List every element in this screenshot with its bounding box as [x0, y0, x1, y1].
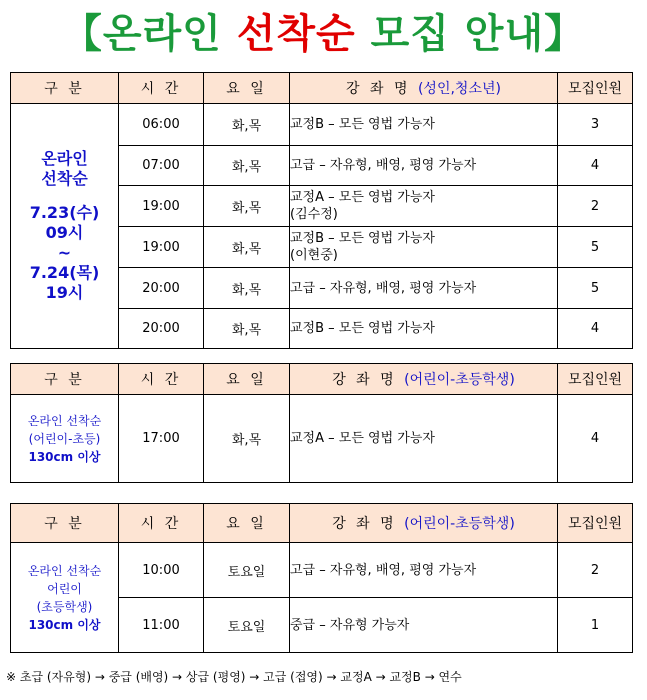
header-course-label: 강 좌 명 — [332, 516, 397, 532]
category-line: ~ — [57, 243, 72, 262]
category-spacer — [11, 189, 118, 203]
category-cell — [11, 104, 119, 349]
header-course — [290, 504, 558, 543]
time-cell: 20:00 — [119, 268, 204, 309]
header-category: 구 분 — [11, 504, 119, 543]
page-title — [0, 6, 647, 62]
category-line: 온라인 선착순 — [27, 413, 102, 428]
time-cell: 20:00 — [119, 309, 204, 349]
day-cell: 화,목 — [204, 104, 290, 146]
category-line: 온라인 — [41, 149, 88, 168]
table-row — [11, 104, 633, 146]
header-course-label: 강 좌 명 — [332, 372, 397, 388]
day-cell: 화,목 — [204, 268, 290, 309]
title-part-recruit: 모집 안내 — [355, 11, 545, 57]
header-day: 요 일 — [204, 364, 290, 395]
category-line: 19시 — [45, 283, 84, 302]
table-header-row — [11, 504, 633, 543]
level-progression-note: ※ 초급 (자유형) → 중급 (배영) → 상급 (평영) → 고급 (접영) → 교정A → 교정B → 연수 — [6, 670, 462, 684]
title-open-bracket: 【 — [61, 11, 103, 57]
category-line: 온라인 선착순 — [27, 563, 102, 578]
count-cell: 2 — [558, 186, 633, 227]
course-cell: 고급 – 자유형, 배영, 평영 가능자 — [290, 543, 558, 598]
day-cell: 화,목 — [204, 146, 290, 186]
category-line: 7.24(목) — [29, 263, 100, 282]
header-count: 모집인원 — [558, 504, 633, 543]
header-category: 구 분 — [11, 364, 119, 395]
header-course-note: (어린이-초등학생) — [404, 516, 515, 532]
header-course-note: (성인,청소년) — [417, 81, 501, 97]
table-row — [11, 543, 633, 598]
header-time: 시 간 — [119, 73, 204, 104]
day-cell: 토요일 — [204, 598, 290, 653]
category-cell — [11, 543, 119, 653]
category-line: 7.23(수) — [29, 203, 100, 222]
time-cell: 06:00 — [119, 104, 204, 146]
title-close-bracket: 】 — [544, 11, 586, 57]
header-course — [290, 364, 558, 395]
count-cell: 4 — [558, 309, 633, 349]
count-cell: 4 — [558, 146, 633, 186]
count-cell: 4 — [558, 395, 633, 483]
category-line: 130cm 이상 — [28, 449, 101, 464]
header-day: 요 일 — [204, 504, 290, 543]
schedule-table-child-saturday — [10, 503, 633, 653]
header-count: 모집인원 — [558, 73, 633, 104]
header-day: 요 일 — [204, 73, 290, 104]
table-header-row — [11, 364, 633, 395]
course-cell — [290, 186, 558, 227]
course-text: 교정A – 모든 영법 가능자 — [290, 190, 435, 205]
course-cell: 고급 – 자유형, 배영, 평영 가능자 — [290, 268, 558, 309]
count-cell: 3 — [558, 104, 633, 146]
category-line: 어린이 — [47, 581, 82, 596]
schedule-table-child-weekday — [10, 363, 633, 483]
day-cell: 화,목 — [204, 227, 290, 268]
time-cell: 10:00 — [119, 543, 204, 598]
time-cell: 11:00 — [119, 598, 204, 653]
header-time: 시 간 — [119, 364, 204, 395]
day-cell: 화,목 — [204, 186, 290, 227]
course-text: 교정B – 모든 영법 가능자 — [290, 231, 435, 246]
category-line: 09시 — [45, 223, 84, 242]
count-cell: 5 — [558, 268, 633, 309]
header-category: 구 분 — [11, 73, 119, 104]
category-line: (어린이-초등) — [28, 431, 101, 446]
category-line: 130cm 이상 — [28, 617, 101, 632]
category-line: (초등학생) — [36, 599, 93, 614]
header-course-note: (어린이-초등학생) — [404, 372, 515, 388]
header-course — [290, 73, 558, 104]
category-line: 선착순 — [41, 169, 88, 188]
course-cell: 교정B – 모든 영법 가능자 — [290, 104, 558, 146]
count-cell: 5 — [558, 227, 633, 268]
course-cell: 중급 – 자유형 가능자 — [290, 598, 558, 653]
header-course-label: 강 좌 명 — [346, 81, 411, 97]
course-cell — [290, 227, 558, 268]
course-cell: 고급 – 자유형, 배영, 평영 가능자 — [290, 146, 558, 186]
title-part-first-come: 선착순 — [236, 11, 356, 57]
header-count: 모집인원 — [558, 364, 633, 395]
count-cell: 2 — [558, 543, 633, 598]
count-cell: 1 — [558, 598, 633, 653]
instructor-text: (김수정) — [290, 207, 338, 222]
course-cell: 교정B – 모든 영법 가능자 — [290, 309, 558, 349]
time-cell: 19:00 — [119, 186, 204, 227]
header-time: 시 간 — [119, 504, 204, 543]
table-row — [11, 395, 633, 483]
title-part-online: 온라인 — [102, 11, 237, 57]
time-cell: 07:00 — [119, 146, 204, 186]
time-cell: 17:00 — [119, 395, 204, 483]
schedule-table-adult — [10, 72, 633, 349]
category-cell — [11, 395, 119, 483]
course-cell: 교정A – 모든 영법 가능자 — [290, 395, 558, 483]
day-cell: 토요일 — [204, 543, 290, 598]
table-header-row — [11, 73, 633, 104]
time-cell: 19:00 — [119, 227, 204, 268]
instructor-text: (이현중) — [290, 248, 338, 263]
day-cell: 화,목 — [204, 395, 290, 483]
day-cell: 화,목 — [204, 309, 290, 349]
